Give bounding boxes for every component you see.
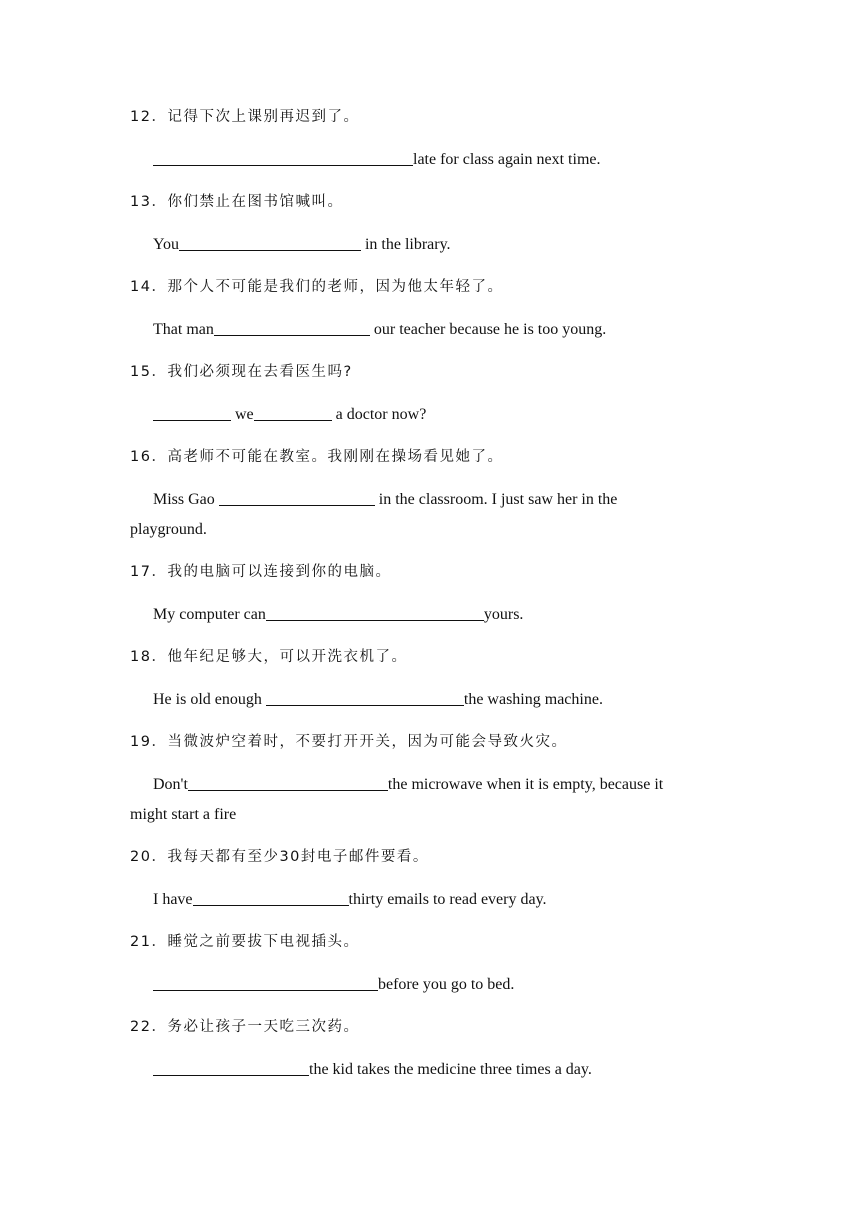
answer-text-after: yours. xyxy=(483,606,524,623)
question-prompt: 18．他年纪足够大，可以开洗衣机了。 xyxy=(130,649,408,665)
question-prompt: 15．我们必须现在去看医生吗? xyxy=(130,364,353,380)
answer-blank[interactable] xyxy=(153,974,378,991)
question-prompt: 14．那个人不可能是我们的老师，因为他太年轻了。 xyxy=(130,279,504,295)
question-prompt: 13．你们禁止在图书馆喊叫。 xyxy=(130,194,344,210)
question-prompt: 19．当微波炉空着时，不要打开开关，因为可能会导致火灾。 xyxy=(130,734,568,750)
answer-text-before: You xyxy=(153,236,179,253)
question-prompt: 16．高老师不可能在教室。我刚刚在操场看见她了。 xyxy=(130,449,504,465)
answer-text-after: a doctor now? xyxy=(331,406,427,423)
answer-text-after: the kid takes the medicine three times a day. xyxy=(309,1061,592,1078)
answer-text-before: Don't xyxy=(153,776,188,793)
answer-blank[interactable] xyxy=(153,149,413,166)
answer-text-before: My computer can xyxy=(153,606,266,623)
answer-line xyxy=(130,885,690,915)
answer-line xyxy=(130,685,690,715)
question-prompt: 22．务必让孩子一天吃三次药。 xyxy=(130,1019,360,1035)
answer-line xyxy=(130,485,690,545)
answer-line xyxy=(130,1055,690,1085)
answer-text-middle: we xyxy=(231,406,254,423)
question-prompt: 20．我每天都有至少30封电子邮件要看。 xyxy=(130,849,429,865)
answer-text-after: in the classroom. I just saw her in the playground. xyxy=(130,491,618,538)
answer-blank[interactable] xyxy=(153,1059,309,1076)
answer-text-after: before you go to bed. xyxy=(378,976,515,993)
answer-line xyxy=(130,600,690,630)
answer-line xyxy=(130,145,690,175)
question-prompt: 12．记得下次上课别再迟到了。 xyxy=(130,109,360,125)
answer-blank[interactable] xyxy=(214,319,370,336)
answer-line xyxy=(130,315,690,345)
answer-blank[interactable] xyxy=(266,604,484,621)
answer-blank[interactable] xyxy=(193,889,349,906)
answer-line xyxy=(130,400,690,430)
answer-blank-2[interactable] xyxy=(254,404,332,421)
answer-line xyxy=(130,770,690,830)
answer-blank-1[interactable] xyxy=(153,404,231,421)
answer-text-after: thirty emails to read every day. xyxy=(348,891,547,908)
question-prompt: 17．我的电脑可以连接到你的电脑。 xyxy=(130,564,392,580)
answer-text-before: That man xyxy=(153,321,214,338)
answer-blank[interactable] xyxy=(266,689,464,706)
answer-text-after: late for class again next time. xyxy=(413,151,601,168)
answer-blank[interactable] xyxy=(188,774,388,791)
answer-blank[interactable] xyxy=(219,489,375,506)
answer-text-after: our teacher because he is too young. xyxy=(369,321,607,338)
answer-text-before: Miss Gao xyxy=(153,491,219,508)
answer-line xyxy=(130,230,690,260)
answer-text-after: in the library. xyxy=(360,236,451,253)
answer-text-after: the microwave when it is empty, because it might start a fire xyxy=(130,776,664,823)
answer-text-before: I have xyxy=(153,891,193,908)
question-prompt: 21．睡觉之前要拔下电视插头。 xyxy=(130,934,360,950)
answer-line xyxy=(130,970,690,1000)
answer-text-after: the washing machine. xyxy=(463,691,603,708)
answer-text-before: He is old enough xyxy=(153,691,266,708)
answer-blank[interactable] xyxy=(179,234,361,251)
